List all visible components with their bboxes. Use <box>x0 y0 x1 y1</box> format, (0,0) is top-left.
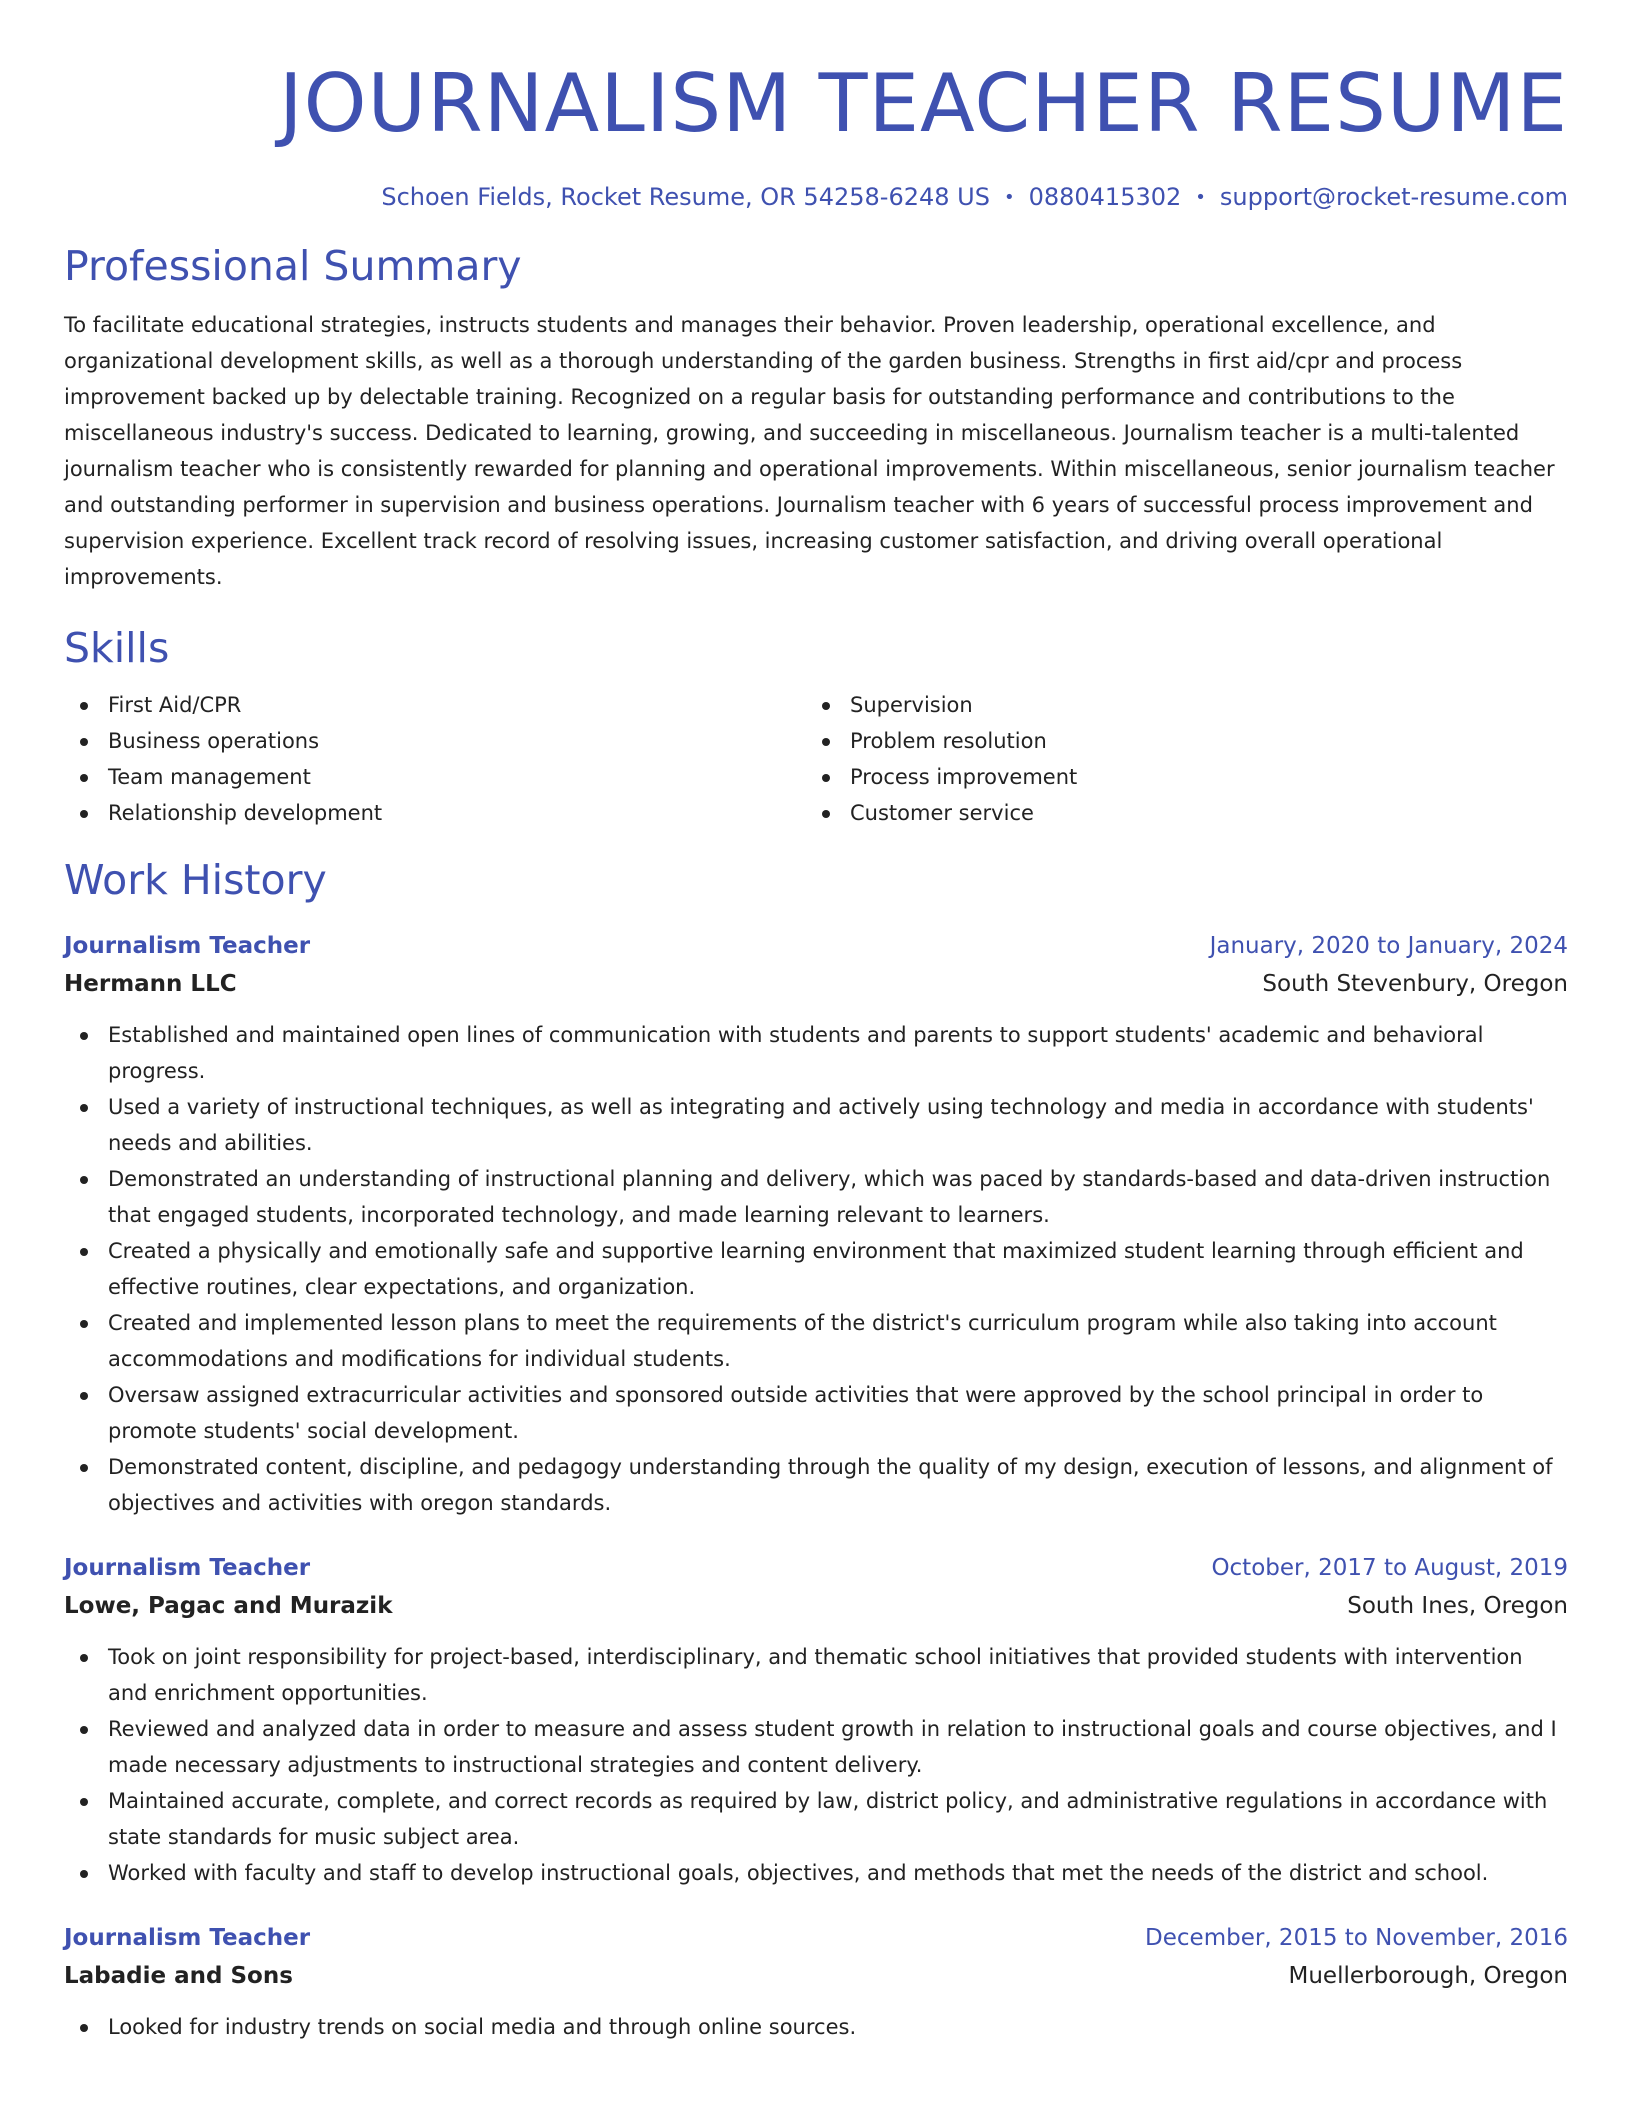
job-header-row <box>64 1549 1568 1587</box>
job-bullet: Maintained accurate, complete, and correct records as required by law, district policy, and administrative regulations in accordance with state standards for music subject area. <box>64 1783 1568 1855</box>
job-dates: October, 2017 to August, 2019 <box>1211 1555 1568 1581</box>
job-company-row <box>64 1957 1568 1995</box>
contact-line <box>64 182 1568 213</box>
skill-item: Team management <box>64 759 806 795</box>
job-bullet: Demonstrated content, discipline, and pedagogy understanding through the quality of my design, execution of lessons, and alignment of objectives and activities with oregon standards. <box>64 1449 1568 1521</box>
job-company: Lowe, Pagac and Murazik <box>64 1593 393 1619</box>
job-header-row <box>64 927 1568 965</box>
job-bullet: Looked for industry trends on social media and through online sources. <box>64 2009 1568 2045</box>
job-bullet: Used a variety of instructional techniques, as well as integrating and actively using technology and media in accordance with students' needs and abilities. <box>64 1089 1568 1161</box>
skill-item: Relationship development <box>64 795 806 831</box>
skill-item: Problem resolution <box>806 723 1548 759</box>
job-entry <box>64 1919 1568 2045</box>
job-title: Journalism Teacher <box>64 1925 311 1951</box>
summary-text: To facilitate educational strategies, instructs students and manages their behavior. Proven leadership, operational excellence, and organizational development skills, as well as a thorough understanding of the garden business. Strengths in first aid/cpr and process improvement backed up by delectable training. Recognized on a regular basis for outstanding performance and contributions to the miscellaneous industry's success. Dedicated to learning, growing, and succeeding in miscellaneous. Journalism teacher is a multi-talented journalism teacher who is consistently rewarded for planning and operational improvements. Within miscellaneous, senior journalism teacher and outstanding performer in supervision and business operations. Journalism teacher with 6 years of successful process improvement and supervision experience. Excellent track record of resolving issues, increasing customer satisfaction, and driving overall operational improvements. <box>64 313 1555 589</box>
job-location: South Stevenbury, Oregon <box>1262 971 1568 997</box>
contact-phone: 0880415302 <box>1028 183 1182 211</box>
job-bullet: Worked with faculty and staff to develop instructional goals, objectives, and methods that met the needs of the district and school. <box>64 1855 1568 1891</box>
resume-page <box>64 0 1568 2045</box>
job-location: Muellerborough, Oregon <box>1288 1963 1568 1989</box>
skill-item: First Aid/CPR <box>64 687 806 723</box>
summary-heading: Professional Summary <box>64 242 522 290</box>
job-company: Hermann LLC <box>64 971 237 997</box>
contact-email: support@rocket-resume.com <box>1219 183 1568 211</box>
job-company-row <box>64 965 1568 1003</box>
contact-separator: • <box>1003 187 1015 208</box>
job-title: Journalism Teacher <box>64 1555 311 1581</box>
job-dates: December, 2015 to November, 2016 <box>1145 1925 1568 1951</box>
job-bullets <box>64 1017 1568 1521</box>
job-header-row <box>64 1919 1568 1957</box>
skills-column-right <box>806 687 1548 831</box>
job-entry <box>64 927 1568 1521</box>
skill-item: Supervision <box>806 687 1548 723</box>
job-title: Journalism Teacher <box>64 933 311 959</box>
job-bullet: Established and maintained open lines of communication with students and parents to support students' academic and behavioral progress. <box>64 1017 1568 1089</box>
job-location: South Ines, Oregon <box>1347 1593 1568 1619</box>
work-history-heading: Work History <box>64 856 327 904</box>
job-bullet: Took on joint responsibility for project-based, interdisciplinary, and thematic school initiatives that provided students with intervention and enrichment opportunities. <box>64 1639 1568 1711</box>
job-dates: January, 2020 to January, 2024 <box>1209 933 1568 959</box>
job-entry <box>64 1549 1568 1891</box>
skills-grid <box>64 687 1568 831</box>
job-bullet: Oversaw assigned extracurricular activities and sponsored outside activities that were approved by the school principal in order to promote students' social development. <box>64 1377 1568 1449</box>
job-company-row <box>64 1587 1568 1625</box>
job-bullet: Demonstrated an understanding of instructional planning and delivery, which was paced by standards-based and data-driven instruction that engaged students, incorporated technology, and made learning relevant to learners. <box>64 1161 1568 1233</box>
contact-separator: • <box>1195 187 1206 208</box>
job-bullet: Created and implemented lesson plans to meet the requirements of the district's curriculum program while also taking into account accommodations and modifications for individual students. <box>64 1305 1568 1377</box>
resume-title: JOURNALISM TEACHER RESUME <box>278 57 1568 150</box>
skills-column-left <box>64 687 806 831</box>
skill-item: Process improvement <box>806 759 1548 795</box>
skill-item: Business operations <box>64 723 806 759</box>
job-bullet: Reviewed and analyzed data in order to measure and assess student growth in relation to instructional goals and course objectives, and I made necessary adjustments to instructional strategies and content delivery. <box>64 1711 1568 1783</box>
job-bullet: Created a physically and emotionally safe and supportive learning environment that maximized student learning through efficient and effective routines, clear expectations, and organization. <box>64 1233 1568 1305</box>
skills-heading: Skills <box>64 624 170 672</box>
job-bullets <box>64 1639 1568 1891</box>
contact-address: Schoen Fields, Rocket Resume, OR 54258-6248 US <box>381 183 990 211</box>
job-bullets <box>64 2009 1568 2045</box>
job-company: Labadie and Sons <box>64 1963 293 1989</box>
skill-item: Customer service <box>806 795 1548 831</box>
